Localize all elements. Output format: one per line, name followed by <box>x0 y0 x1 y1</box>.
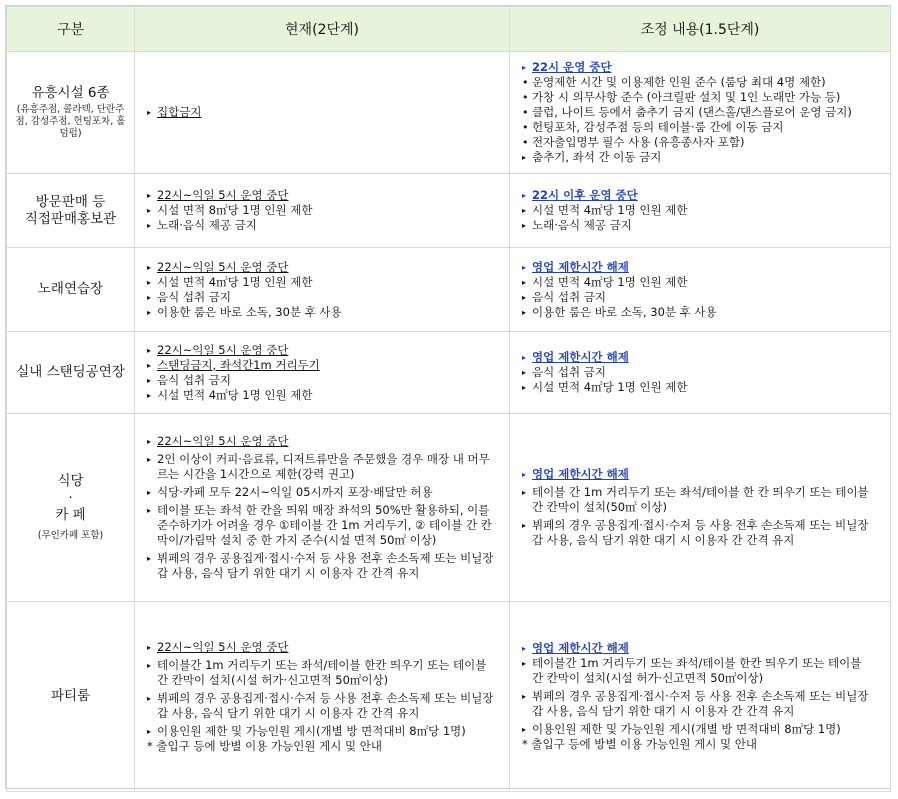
list-item: • 클럽, 나이트 등에서 춤추기 금지 (댄스홀/댄스플로어 운영 금지) <box>522 105 876 120</box>
category-cell <box>7 52 135 174</box>
list-item: ▸ 테이블간 1m 거리두기 또는 좌석/테이블 한칸 띄우기 또는 테이블 간 칸막이 설치(시설 허가·신고면적 50㎡이상) <box>147 658 495 688</box>
list-item: ▸ 스탠딩금지, 좌석간1m 거리두기 <box>147 358 495 373</box>
list-item: • 가창 시 의무사항 준수 (아크릴판 설치 및 1인 노래만 가능 등) <box>522 90 876 105</box>
header-category: 구분 <box>7 7 135 52</box>
category-cell <box>7 414 135 602</box>
list-item: ▸ 음식 섭취 금지 <box>147 290 495 305</box>
adjusted-heading: ▸ 22시 운영 중단 <box>522 60 876 75</box>
category-cell <box>7 332 135 414</box>
category-title-line2: 직접판매홍보관 <box>24 210 117 227</box>
list-item: ▸ 2인 이상이 커피·음료류, 디저트류만을 주문했을 경우 매장 내 머무르는 시간을 1시간으로 제한(강력 권고) <box>147 452 495 482</box>
current-cell <box>135 414 510 602</box>
table-row <box>7 52 891 174</box>
category-cell <box>7 174 135 248</box>
list-item: ▸ 22시~익일 5시 운영 중단 <box>147 434 495 449</box>
list-item: ▸ 시설 면적 4㎡당 1명 인원 제한 <box>522 203 876 218</box>
list-item: ▸ 노래·음식 제공 금지 <box>147 218 495 233</box>
list-item: ▸ 음식 섭취 금지 <box>147 373 495 388</box>
note: * 출입구 등에 방별 이용 가능인원 게시 및 안내 <box>147 738 382 753</box>
list-item: ▸ 이용인원 제한 및 가능인원 게시(개별 방 면적대비 8㎡당 1명) <box>522 722 876 737</box>
list-item: ▸ 춤추기, 좌석 간 이동 금지 <box>522 150 876 165</box>
list-item: ▸ 음식 섭취 금지 <box>522 365 876 380</box>
header-current: 현재(2단계) <box>135 7 510 52</box>
current-cell <box>135 248 510 332</box>
adjusted-heading: ▸ 영업 제한시간 해제 <box>522 350 876 365</box>
list-item: ▸ 이용한 룸은 바로 소독, 30분 후 사용 <box>522 305 876 320</box>
list-item: • 전자출입명부 필수 사용 (유흥종사자 포함) <box>522 135 876 150</box>
list-item: • 운영제한 시간 및 이용제한 인원 준수 (룸당 최대 4명 제한) <box>522 75 876 90</box>
list-item: ▸ 22시~익일 5시 운영 중단 <box>147 343 495 358</box>
table-header-row <box>7 7 891 52</box>
list-item: ▸ 시설 면적 4㎡당 1명 인원 제한 <box>147 275 495 290</box>
current-cell <box>135 602 510 792</box>
adjusted-cell <box>510 602 891 792</box>
category-title: 유흥시설 6종 <box>31 85 110 101</box>
current-cell <box>135 174 510 248</box>
adjusted-heading: ▸ 영업 제한시간 해제 <box>522 641 876 656</box>
list-item: ▸ 테이블 간 1m 거리두기 또는 좌석/테이블 한 칸 띄우기 또는 테이블 간 칸막이 설치(50㎡ 이상) <box>522 485 876 515</box>
table-row <box>7 602 891 792</box>
note: * 출입구 등에 방별 이용 가능인원 게시 및 안내 <box>522 737 757 751</box>
adjusted-heading: ▸ 영업 제한시간 해제 <box>522 467 876 482</box>
adjusted-heading: ▸ 22시 이후 운영 중단 <box>522 188 876 203</box>
list-item: ▸ 뷔페의 경우 공용집게·접시·수저 등 사용 전후 손소독제 또는 비닐장갑 사용, 음식 담기 위한 대기 시 이용자 간 간격 유지 <box>522 518 876 548</box>
table-row <box>7 332 891 414</box>
list-item: ▸ 이용인원 제한 및 가능인원 게시(개별 방 면적대비 8㎡당 1명) <box>147 724 495 739</box>
list-item: ▸ 뷔페의 경우 공용집게·접시·수저 등 사용 전후 손소독제 또는 비닐장갑 사용, 음식 담기 위한 대기 시 이용자 간 간격 유지 <box>522 689 876 719</box>
rules-table-container <box>5 5 891 789</box>
list-item: ▸ 음식 섭취 금지 <box>522 290 876 305</box>
table-row <box>7 414 891 602</box>
category-subtitle: (무인카페 포함) <box>37 530 104 541</box>
list-item: ▸ 시설 면적 4㎡당 1명 인원 제한 <box>522 275 876 290</box>
list-item: ▸ 시설 면적 8㎡당 1명 인원 제한 <box>147 203 495 218</box>
current-cell <box>135 52 510 174</box>
adjusted-cell <box>510 332 891 414</box>
list-item: ▸ 이용한 룸은 바로 소독, 30분 후 사용 <box>147 305 495 320</box>
list-item: • 헌팅포차, 감성주점 등의 테이블·룸 간에 이동 금지 <box>522 120 876 135</box>
adjusted-cell <box>510 248 891 332</box>
category-cell <box>7 248 135 332</box>
category-title: 식당 <box>57 473 84 489</box>
category-title: 실내 스탠딩공연장 <box>16 364 125 380</box>
list-item: ▸ 테이블 또는 좌석 한 칸을 띄워 매장 좌석의 50%만 활용하되, 이를 준수하기가 어려울 경우 ①테이블 간 1m 거리두기, ② 테이블 간 칸막이/가림막 설치 중 한 가지 준수(시설 면적 50㎡ 이상) <box>147 503 495 548</box>
list-item: ▸ 시설 면적 4㎡당 1명 인원 제한 <box>522 380 876 395</box>
category-title: 노래연습장 <box>37 281 104 297</box>
adjusted-cell <box>510 52 891 174</box>
category-cell <box>7 602 135 792</box>
list-item: ▸ 뷔페의 경우 공용집게·접시·수저 등 사용 전후 손소독제 또는 비닐장갑 사용, 음식 담기 위한 대기 시 이용자 간 간격 유지 <box>147 551 495 581</box>
list-item: ▸ 노래·음식 제공 금지 <box>522 218 876 233</box>
list-item: ▸ 식당·카페 모두 22시~익일 05시까지 포장·배달만 허용 <box>147 485 495 500</box>
adjusted-cell <box>510 414 891 602</box>
list-item: ▸ 테이블간 1m 거리두기 또는 좌석/테이블 한칸 띄우기 또는 테이블 간 칸막이 설치(시설 허가·신고면적 50㎡이상) <box>522 656 876 686</box>
category-title-line2: 카 페 <box>55 507 86 523</box>
header-adjusted: 조정 내용(1.5단계) <box>510 7 891 52</box>
list-item: ▸ 시설 면적 4㎡당 1명 인원 제한 <box>147 388 495 403</box>
adjusted-heading: ▸ 영업 제한시간 해제 <box>522 260 876 275</box>
table-row <box>7 174 891 248</box>
list-item: ▸ 집합금지 <box>147 105 495 120</box>
category-separator: · <box>68 490 73 506</box>
category-title: 방문판매 등 <box>35 193 106 210</box>
adjusted-cell <box>510 174 891 248</box>
current-cell <box>135 332 510 414</box>
rules-table <box>6 6 891 792</box>
table-row <box>7 248 891 332</box>
list-item: ▸ 뷔페의 경우 공용집게·접시·수저 등 사용 전후 손소독제 또는 비닐장갑 사용, 음식 담기 위한 대기 시 이용자 간 간격 유지 <box>147 691 495 721</box>
list-item: ▸ 22시~익일 5시 운영 중단 <box>147 640 495 655</box>
category-subtitle: (유흥주점, 콜라텍, 단란주점, 감성주점, 헌팅포차, 홀덤펍) <box>15 104 126 139</box>
list-item: ▸ 22시~익일 5시 운영 중단 <box>147 260 495 275</box>
category-title: 파티룸 <box>50 688 91 704</box>
list-item: ▸ 22시~익일 5시 운영 중단 <box>147 188 495 203</box>
